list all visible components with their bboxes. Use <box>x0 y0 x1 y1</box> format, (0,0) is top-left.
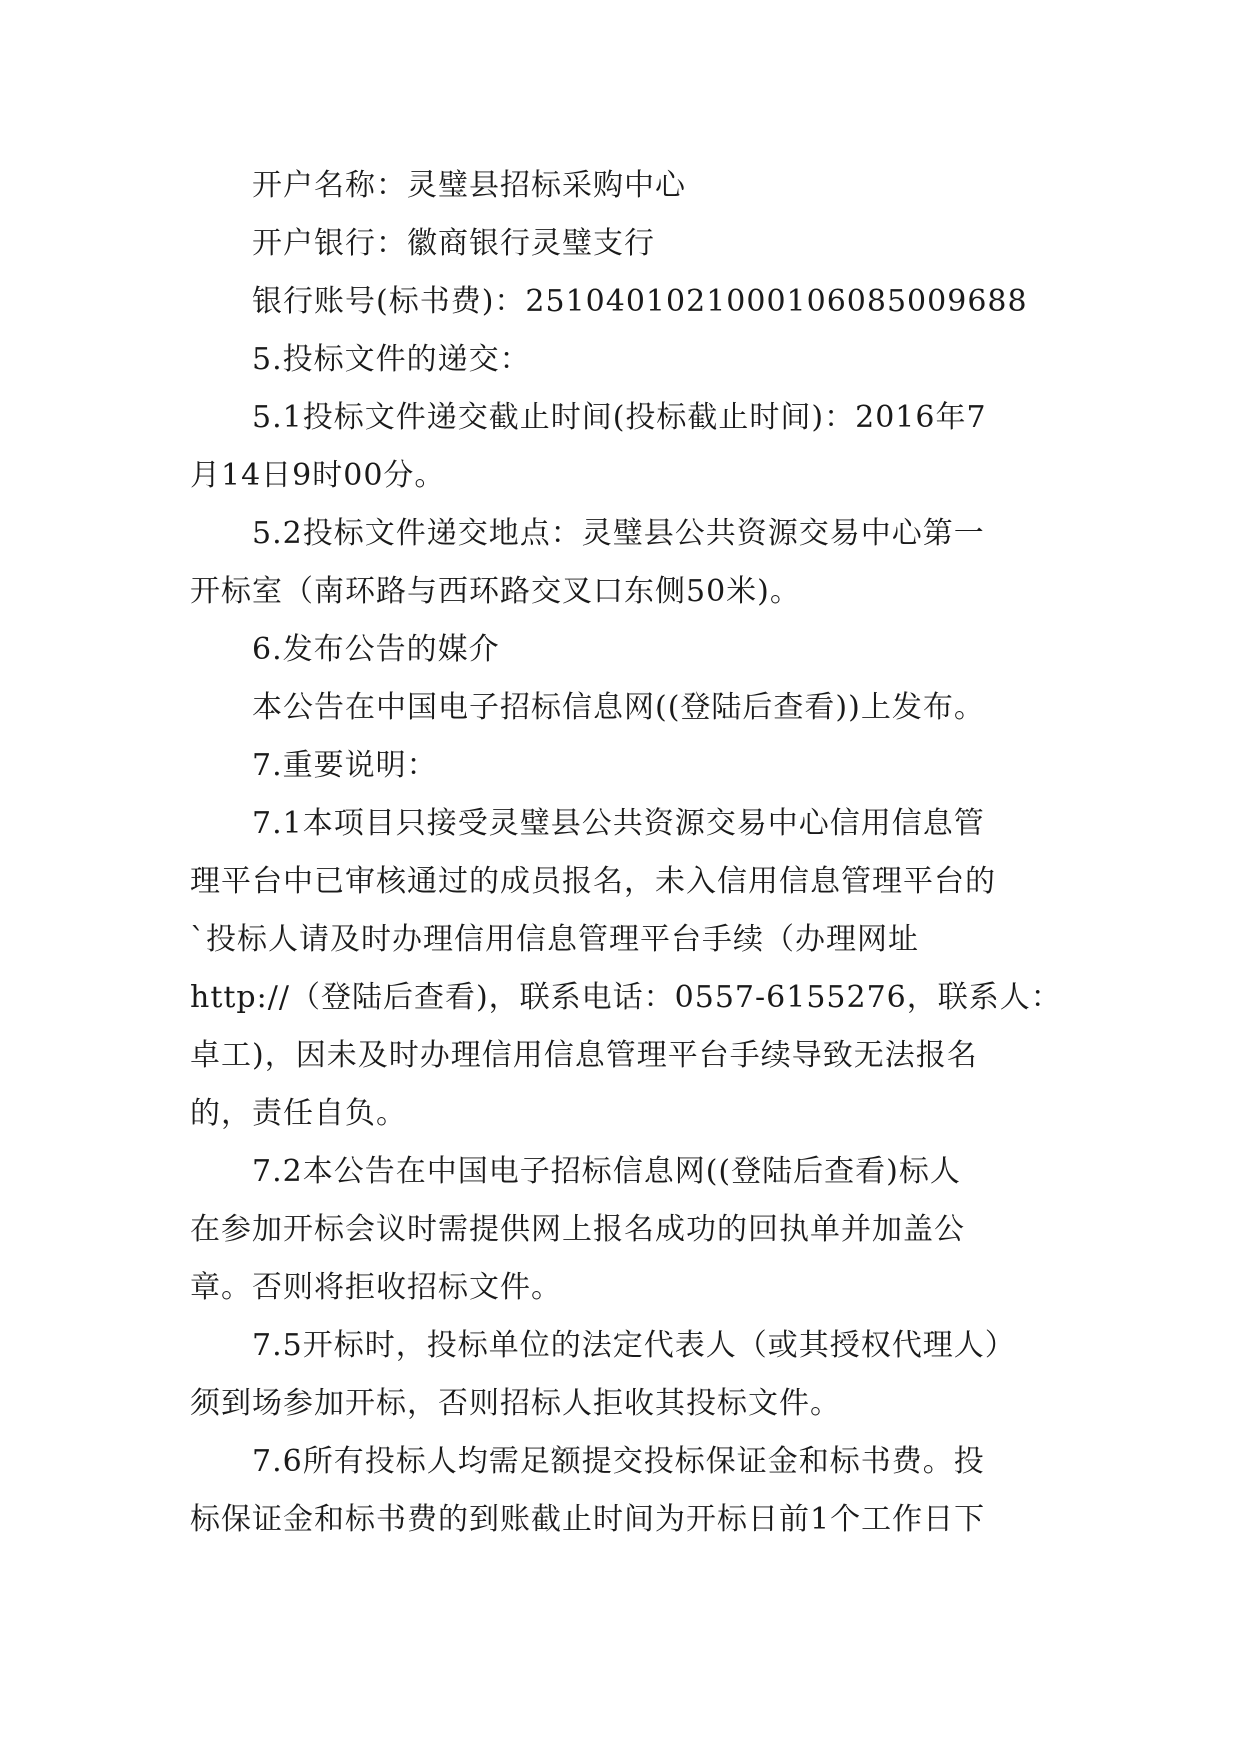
document-line: 7.1本项目只接受灵璧县公共资源交易中心信用信息管 <box>252 806 985 841</box>
document-line: 须到场参加开标，否则招标人拒收其投标文件。 <box>190 1386 841 1421</box>
document-line: 5.投标文件的递交： <box>252 342 531 377</box>
document-line: 7.2本公告在中国电子招标信息网((登陆后查看)标人 <box>252 1154 961 1189</box>
document-line: 本公告在中国电子招标信息网((登陆后查看))上发布。 <box>252 690 985 725</box>
document-line: 7.5开标时，投标单位的法定代表人（或其授权代理人） <box>252 1328 1016 1363</box>
document-line: 7.重要说明： <box>252 748 438 783</box>
document-line: 5.2投标文件递交地点：灵璧县公共资源交易中心第一 <box>252 516 985 551</box>
document-body <box>190 157 1060 1549</box>
document-line: http://（登陆后查看)，联系电话：0557-6155276，联系人： <box>190 980 1062 1015</box>
document-line: 6.发布公告的媒介 <box>252 632 500 667</box>
document-line: 开户银行：徽商银行灵璧支行 <box>252 226 655 261</box>
document-line: 银行账号(标书费)：2510401021000106085009688 <box>252 284 1028 319</box>
document-line: 卓工)，因未及时办理信用信息管理平台手续导致无法报名 <box>190 1038 978 1073</box>
document-line: 开标室（南环路与西环路交叉口东侧50米)。 <box>190 574 801 609</box>
document-line: 在参加开标会议时需提供网上报名成功的回执单并加盖公 <box>190 1212 965 1247</box>
document-line: 月14日9时00分。 <box>190 458 446 493</box>
document-line: 的，责任自负。 <box>190 1096 407 1131</box>
document-line: 开户名称：灵璧县招标采购中心 <box>252 168 686 203</box>
document-line: 5.1投标文件递交截止时间(投标截止时间)：2016年7 <box>252 400 987 435</box>
document-line: 7.6所有投标人均需足额提交投标保证金和标书费。投 <box>252 1444 985 1479</box>
document-line: 理平台中已审核通过的成员报名，未入信用信息管理平台的 <box>190 864 996 899</box>
document-line: 标保证金和标书费的到账截止时间为开标日前1个工作日下 <box>190 1502 986 1537</box>
document-line: `投标人请及时办理信用信息管理平台手续（办理网址 <box>190 922 919 957</box>
document-line: 章。否则将拒收招标文件。 <box>190 1270 562 1305</box>
